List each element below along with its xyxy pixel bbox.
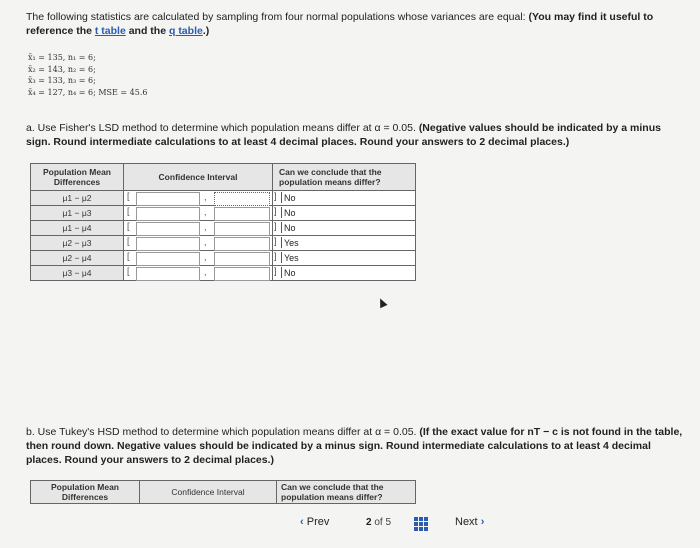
hsd-table [30,480,416,504]
lower-bound-input[interactable] [136,237,200,251]
stat-line: x̄₄ = 127, n₄ = 6; MSE = 45.6 [28,87,148,97]
pair-label: μ3 − μ4 [31,266,124,281]
header-differences: Population Mean Differences [31,164,124,191]
upper-bound-input[interactable] [214,237,270,251]
lower-bound-input[interactable] [136,267,200,281]
stat-line: x̄₁ = 135, n₁ = 6; [28,53,96,62]
confidence-interval-cell: [ , [124,251,273,266]
conclusion-select[interactable]: ] No [273,206,416,221]
header-conclusion: Can we conclude that the population means differ? [277,481,416,504]
part-b-question: b. Use Tukey's HSD method to determine which population means differ at α = 0.05. (If the exact value for nT − c is not found in the table, then round down. Negative values should be indicated by a minus sign. Round intermediate calculations to at least 4 decimal places. Round your answers to 2 decimal places.) [26,426,683,466]
conclusion-select[interactable]: ] Yes [273,236,416,251]
intro-body: The following statistics are calculated by sampling from four normal populations whose variances are equal: [26,11,526,23]
chevron-left-icon: ‹ [300,516,304,528]
page-indicator: 2 of 5 [366,517,392,528]
lower-bound-input[interactable] [136,192,200,206]
header-conclusion: Can we conclude that the population means differ? [273,164,416,191]
intro-text [26,10,686,38]
lower-bound-input[interactable] [136,207,200,221]
confidence-interval-cell: [ , [124,236,273,251]
lower-bound-input[interactable] [136,252,200,266]
confidence-interval-cell: [ , [124,221,273,236]
part-a-question: a. Use Fisher's LSD method to determine which population means differ at α = 0.05. (Negative values should be indicated by a minus sign. Round intermediate calculations to at least 4 decimal places. Round your answers to 2 decimal places.) [26,122,661,148]
pair-label: μ1 − μ4 [31,221,124,236]
sample-statistics [28,52,147,98]
intro-hint: (You may find it useful to reference the t table and the q table.) [26,11,654,37]
upper-bound-input[interactable] [214,252,270,266]
upper-bound-input[interactable] [214,267,270,281]
prev-button[interactable]: ‹ Prev [300,516,330,528]
conclusion-select[interactable]: ] No [273,221,416,236]
table-row [31,236,416,251]
table-row [31,206,416,221]
next-button[interactable]: Next › [455,516,485,528]
pagination-bar [0,512,700,538]
upper-bound-input[interactable] [214,192,270,206]
lower-bound-input[interactable] [136,222,200,236]
conclusion-select[interactable]: ] No [273,266,416,281]
header-confidence-interval: Confidence Interval [140,481,277,504]
pair-label: μ2 − μ4 [31,251,124,266]
t-table-link[interactable]: t table [94,25,126,37]
upper-bound-input[interactable] [214,207,270,221]
header-confidence-interval: Confidence Interval [124,164,273,191]
table-row [31,266,416,281]
lsd-table [30,163,416,281]
upper-bound-input[interactable] [214,222,270,236]
table-row [31,221,416,236]
confidence-interval-cell: [ , [124,191,273,206]
stat-line: x̄₃ = 133, n₃ = 6; [28,76,96,85]
pair-label: μ2 − μ3 [31,236,124,251]
confidence-interval-cell: [ , [124,206,273,221]
confidence-interval-cell: [ , [124,266,273,281]
stat-line: x̄₂ = 143, n₂ = 6; [28,64,96,74]
grid-view-icon[interactable] [414,517,428,531]
mouse-cursor-icon [376,297,387,309]
table-row [31,191,416,206]
table-row [31,251,416,266]
pair-label: μ1 − μ2 [31,191,124,206]
chevron-right-icon: › [480,516,485,528]
conclusion-select[interactable]: ] Yes [273,251,416,266]
pair-label: μ1 − μ3 [31,206,124,221]
header-differences: Population Mean Differences [31,481,140,504]
conclusion-select[interactable]: ] No [273,191,416,206]
q-table-link[interactable]: q table [168,25,203,37]
